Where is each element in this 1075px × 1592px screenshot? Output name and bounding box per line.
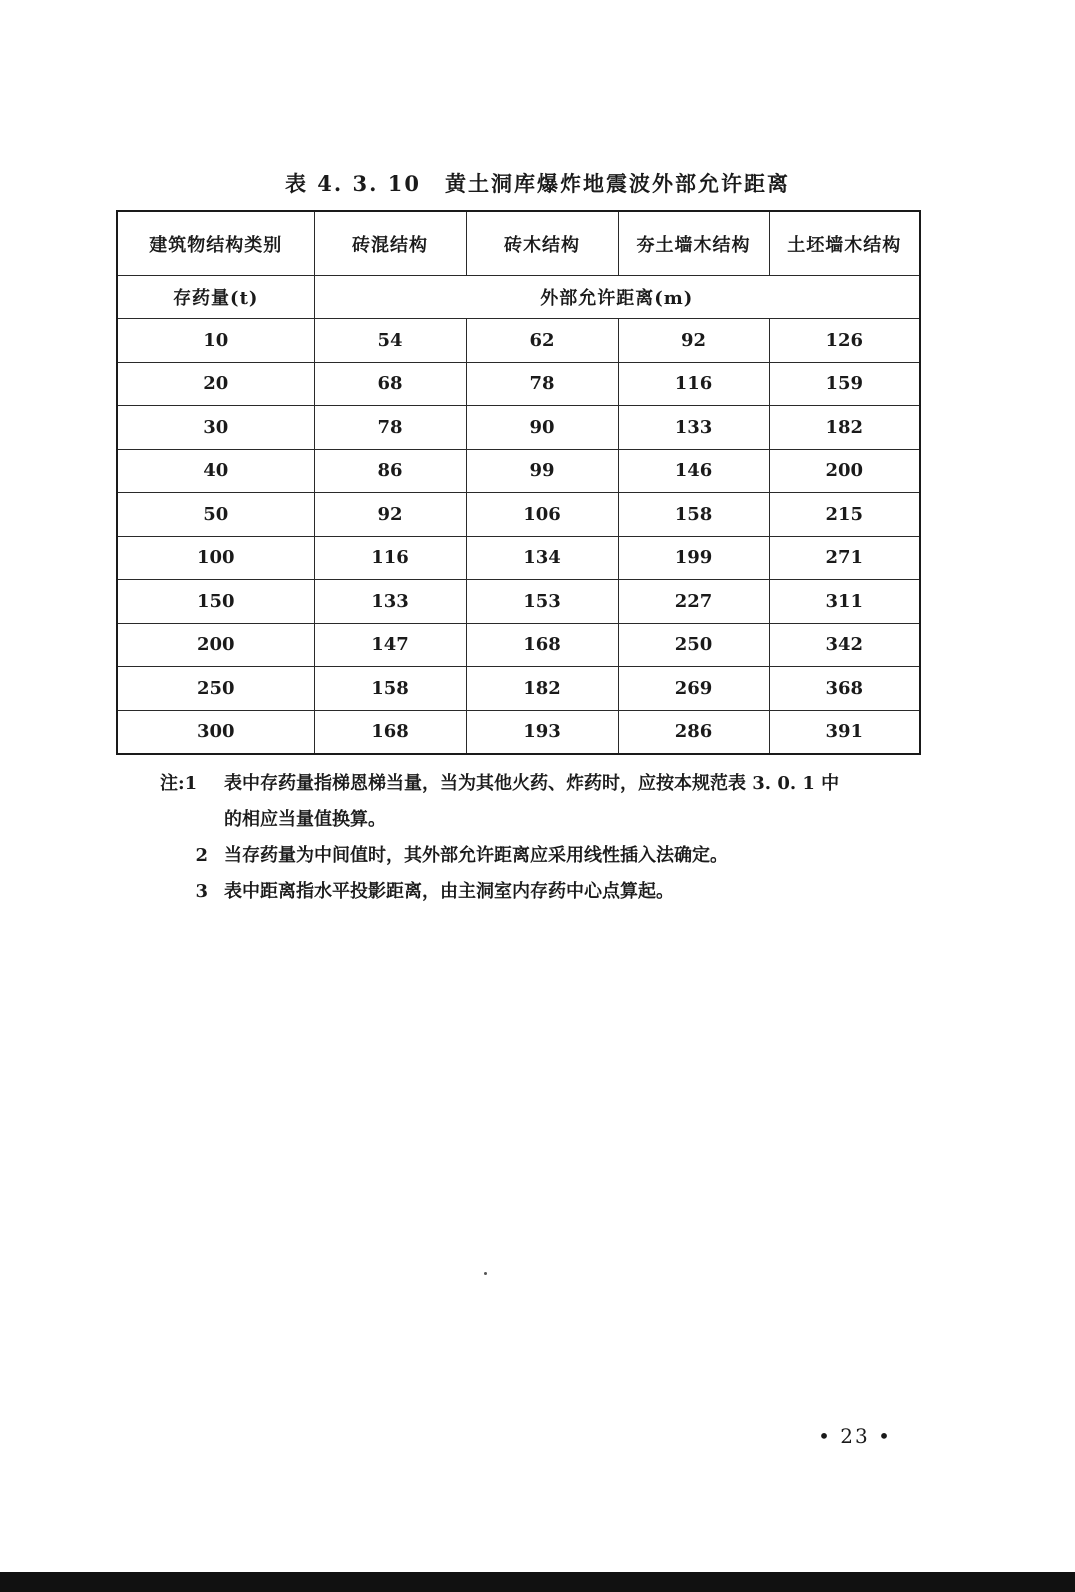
notes-section bbox=[160, 766, 920, 910]
distance-cell: 106 bbox=[466, 493, 618, 537]
table-row bbox=[117, 449, 920, 493]
table-title bbox=[0, 168, 1075, 198]
distance-cell: 286 bbox=[618, 710, 769, 754]
distance-cell: 153 bbox=[466, 580, 618, 624]
header-row bbox=[117, 211, 920, 276]
quantity-cell: 30 bbox=[117, 406, 314, 450]
table-row bbox=[117, 319, 920, 363]
note-item bbox=[160, 766, 920, 838]
quantity-cell: 100 bbox=[117, 536, 314, 580]
unit-row bbox=[117, 276, 920, 319]
note-line: 表中存药量指梯恩梯当量，当为其他火药、炸药时，应按本规范表 3. 0. 1 中 bbox=[224, 773, 840, 794]
quantity-cell: 150 bbox=[117, 580, 314, 624]
scan-edge-bar bbox=[0, 1572, 1075, 1592]
distance-cell: 147 bbox=[314, 623, 466, 667]
distance-table bbox=[116, 210, 921, 755]
quantity-cell: 10 bbox=[117, 319, 314, 363]
header-cell: 砖木结构 bbox=[466, 211, 618, 276]
quantity-cell: 40 bbox=[117, 449, 314, 493]
table-row bbox=[117, 493, 920, 537]
table-row bbox=[117, 667, 920, 711]
table-row bbox=[117, 406, 920, 450]
table-row bbox=[117, 580, 920, 624]
distance-cell: 159 bbox=[769, 362, 920, 406]
header-cell: 建筑物结构类别 bbox=[117, 211, 314, 276]
distance-cell: 311 bbox=[769, 580, 920, 624]
distance-cell: 182 bbox=[769, 406, 920, 450]
distance-cell: 54 bbox=[314, 319, 466, 363]
distance-cell: 99 bbox=[466, 449, 618, 493]
distance-cell: 368 bbox=[769, 667, 920, 711]
note-line: 表中距离指水平投影距离，由主洞室内存药中心点算起。 bbox=[224, 881, 674, 902]
quantity-cell: 20 bbox=[117, 362, 314, 406]
unit-cell-distance: 外部允许距离(m) bbox=[314, 276, 920, 319]
distance-cell: 90 bbox=[466, 406, 618, 450]
distance-cell: 158 bbox=[618, 493, 769, 537]
table-body bbox=[117, 319, 920, 755]
header-cell: 夯土墙木结构 bbox=[618, 211, 769, 276]
note-number: 注:1 bbox=[160, 773, 198, 794]
distance-cell: 86 bbox=[314, 449, 466, 493]
distance-table-container bbox=[116, 210, 919, 755]
table-row bbox=[117, 623, 920, 667]
distance-cell: 116 bbox=[314, 536, 466, 580]
distance-cell: 182 bbox=[466, 667, 618, 711]
table-caption: 黄土洞库爆炸地震波外部允许距离 bbox=[445, 171, 790, 196]
distance-cell: 68 bbox=[314, 362, 466, 406]
distance-cell: 146 bbox=[618, 449, 769, 493]
header-cell: 砖混结构 bbox=[314, 211, 466, 276]
unit-cell-quantity: 存药量(t) bbox=[117, 276, 314, 319]
distance-cell: 133 bbox=[314, 580, 466, 624]
distance-cell: 158 bbox=[314, 667, 466, 711]
note-line: 的相应当量值换算。 bbox=[224, 809, 386, 830]
distance-cell: 133 bbox=[618, 406, 769, 450]
distance-cell: 269 bbox=[618, 667, 769, 711]
quantity-cell: 250 bbox=[117, 667, 314, 711]
distance-cell: 134 bbox=[466, 536, 618, 580]
distance-cell: 62 bbox=[466, 319, 618, 363]
distance-cell: 78 bbox=[466, 362, 618, 406]
distance-cell: 271 bbox=[769, 536, 920, 580]
header-cell: 土坯墙木结构 bbox=[769, 211, 920, 276]
stray-dot bbox=[484, 1272, 487, 1275]
page-number: • 23 • bbox=[818, 1424, 892, 1448]
table-row bbox=[117, 536, 920, 580]
note-item bbox=[160, 874, 920, 910]
distance-cell: 199 bbox=[618, 536, 769, 580]
distance-cell: 215 bbox=[769, 493, 920, 537]
distance-cell: 168 bbox=[314, 710, 466, 754]
distance-cell: 193 bbox=[466, 710, 618, 754]
distance-cell: 92 bbox=[618, 319, 769, 363]
note-number: 2 bbox=[195, 845, 208, 866]
note-line: 当存药量为中间值时，其外部允许距离应采用线性插入法确定。 bbox=[224, 845, 728, 866]
distance-cell: 342 bbox=[769, 623, 920, 667]
table-row bbox=[117, 710, 920, 754]
distance-cell: 200 bbox=[769, 449, 920, 493]
distance-cell: 168 bbox=[466, 623, 618, 667]
note-item bbox=[160, 838, 920, 874]
quantity-cell: 200 bbox=[117, 623, 314, 667]
note-number: 3 bbox=[195, 881, 208, 902]
quantity-cell: 50 bbox=[117, 493, 314, 537]
table-number: 表 4. 3. 10 bbox=[284, 171, 421, 196]
distance-cell: 78 bbox=[314, 406, 466, 450]
distance-cell: 116 bbox=[618, 362, 769, 406]
distance-cell: 391 bbox=[769, 710, 920, 754]
distance-cell: 250 bbox=[618, 623, 769, 667]
distance-cell: 227 bbox=[618, 580, 769, 624]
distance-cell: 92 bbox=[314, 493, 466, 537]
table-row bbox=[117, 362, 920, 406]
distance-cell: 126 bbox=[769, 319, 920, 363]
quantity-cell: 300 bbox=[117, 710, 314, 754]
